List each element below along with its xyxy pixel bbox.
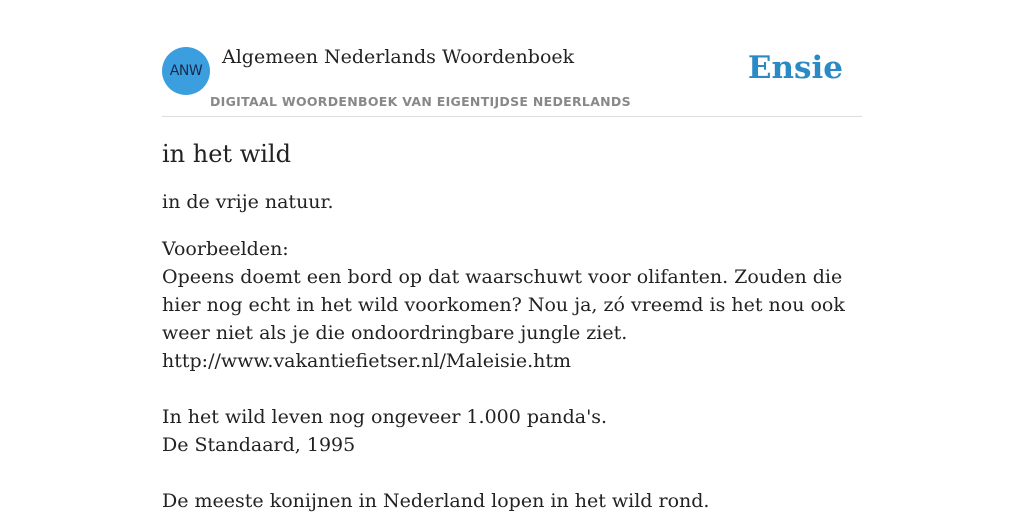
entry-content	[162, 136, 862, 512]
example-item	[162, 263, 862, 375]
entry-definition: in de vrije natuur.	[162, 191, 334, 213]
site-title[interactable]: Algemeen Nederlands Woordenboek	[222, 46, 575, 68]
example-text: De meeste konijnen in Nederland lopen in het wild rond.	[162, 490, 710, 512]
example-source: http://www.vakantiefietser.nl/Maleisie.htm	[162, 350, 572, 372]
example-text: Opeens doemt een bord op dat waarschuwt voor olifanten. Zouden die hier nog echt in het wild voorkomen? Nou ja, zó vreemd is het nou ook weer niet als je die ondoordringbare jungle ziet.	[162, 266, 845, 344]
example-text: In het wild leven nog ongeveer 1.000 panda's.	[162, 406, 608, 428]
anw-logo-text: ANW	[169, 63, 203, 79]
ensie-brand-link[interactable]: Ensie	[747, 50, 843, 86]
anw-logo[interactable]	[162, 47, 210, 95]
example-source: De Standaard, 1995	[162, 434, 356, 456]
example-item	[162, 403, 862, 459]
examples-section	[162, 235, 862, 512]
entry-term: in het wild	[162, 140, 291, 168]
site-header	[162, 44, 862, 117]
examples-label: Voorbeelden:	[162, 238, 289, 260]
site-subtitle: DIGITAAL WOORDENBOEK VAN EIGENTIJDSE NEDERLANDS	[210, 94, 631, 109]
example-item	[162, 487, 862, 512]
